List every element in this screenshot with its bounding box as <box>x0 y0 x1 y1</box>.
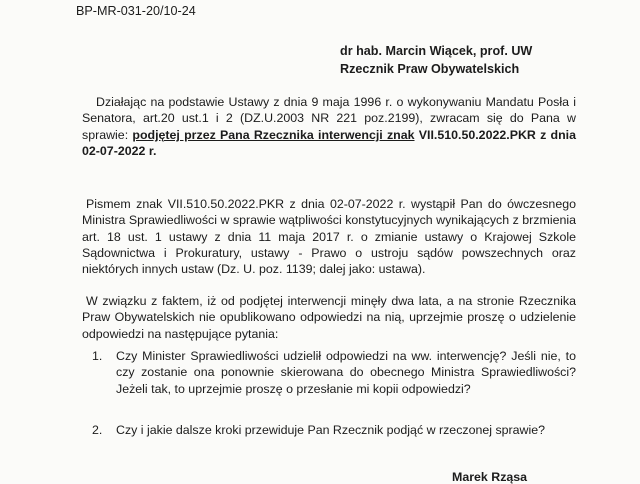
question-1 <box>92 348 576 397</box>
intro-text: Działając na podstawie Ustawy z dnia 9 maja 1996 r. o wykonywaniu Mandatu Posła i Senatora, art.20 ust.1 i 2 (DZ.U.2003 NR 221 poz.2199), zwracam się do Pana w sprawie: <box>82 95 576 142</box>
paragraph-request: W związku z faktem, iż od podjętej interwencji minęły dwa lata, a na stronie Rzecznika Praw Obywatelskich nie opublikowano odpowiedzi na nią, uprzejmie proszę o udzielenie odpowiedzi na następujące pytania: <box>82 294 576 341</box>
question-2-text: Czy i jakie dalsze kroki przewiduje Pan Rzecznik podjąć w rzeczonej sprawie? <box>116 423 546 437</box>
question-1-text: Czy Minister Sprawiedliwości udzielił odpowiedzi na ww. interwencję? Jeśli nie, to czy zostanie ona ponownie skierowana do obecnego Ministra Sprawiedliwości? Jeżeli tak, to uprzejmie proszę o przesłanie mi kopii odpowiedzi? <box>116 349 576 396</box>
question-2-number: 2. <box>92 423 103 437</box>
question-2 <box>92 422 576 438</box>
signature-name: Marek Rząsa <box>452 470 528 484</box>
reference-number: BP-MR-031-20/10-24 <box>76 4 196 18</box>
paragraph-background: Pismem znak VII.510.50.2022.PKR z dnia 02-07-2022 r. wystąpił Pan do ówczesnego Ministra Sprawiedliwości w sprawie wątpliwości konstytucyjnych wynikających z brzmienia art. 18 ust. 1 ustawy z dnia 11 maja 2017 r. o zmianie ustawy o Krajowej Szkole Sądownictwa i Prokuratury, ustawy - Prawo o ustroju sądów powszechnych oraz niektórych innych ustaw (Dz. U. poz. 1139; dalej jako: ustawa). <box>82 197 576 277</box>
addressee-name: dr hab. Marcin Wiącek, prof. UW <box>340 44 533 58</box>
question-1-number: 1. <box>92 349 103 363</box>
subject-bold: VII.510.50.2022.PKR z dnia 02-07-2022 r. <box>82 127 576 158</box>
paragraph-intro <box>82 94 576 159</box>
subject-underlined: podjętej przez Pana Rzecznika interwencji znak <box>132 127 415 142</box>
addressee-title: Rzecznik Praw Obywatelskich <box>340 62 520 76</box>
